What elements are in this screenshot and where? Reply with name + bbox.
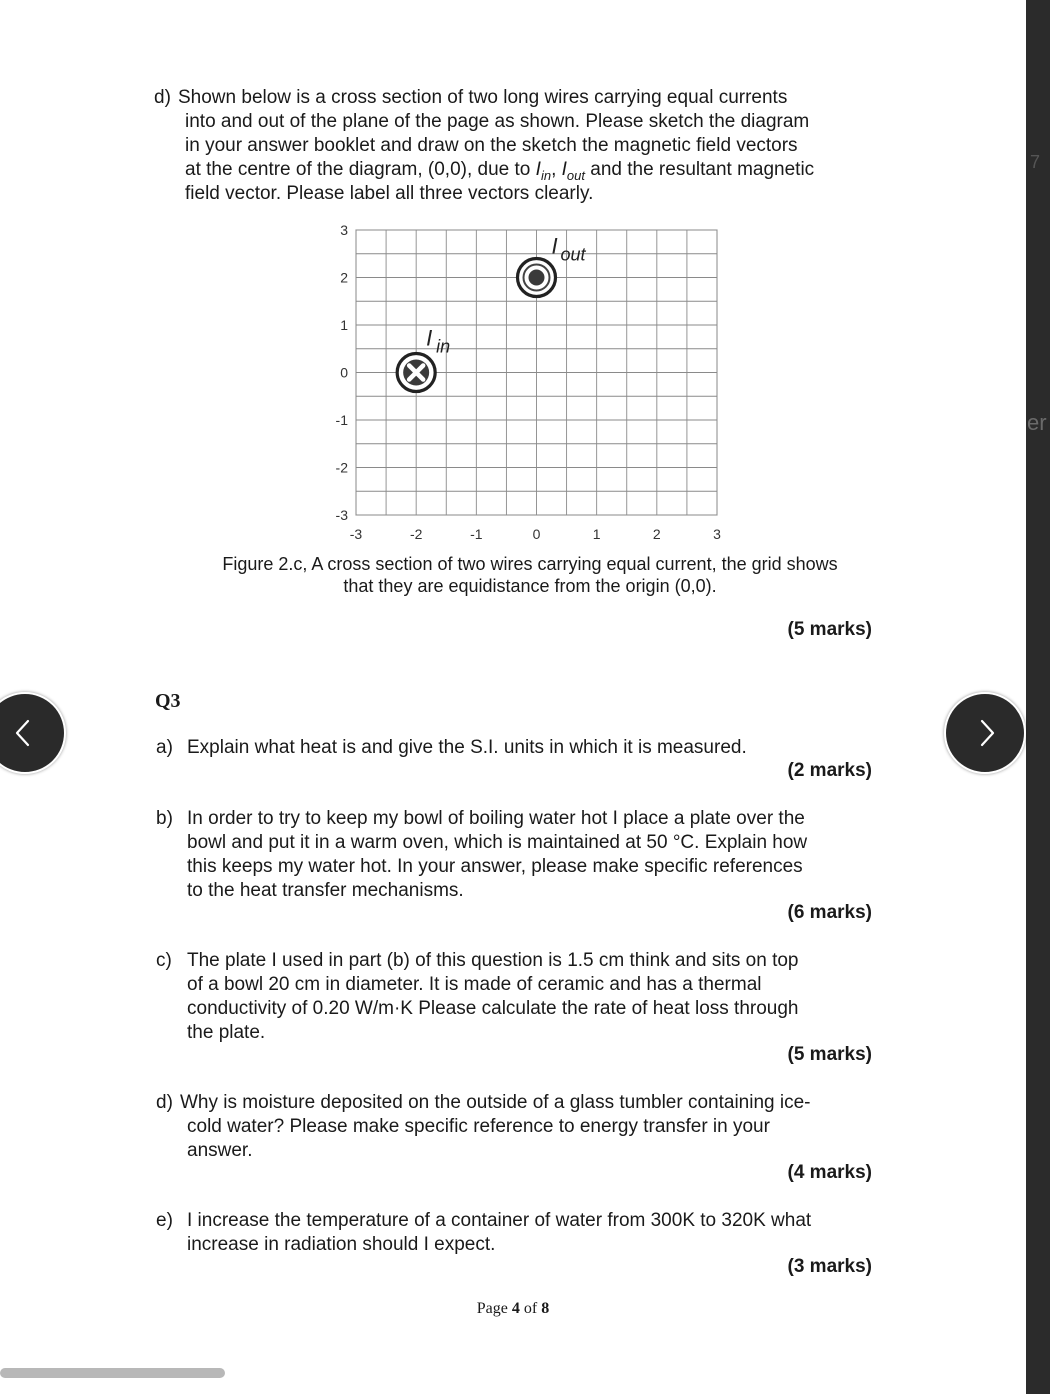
y-tick-label: 0	[340, 364, 348, 381]
y-tick-label: 3	[340, 222, 348, 238]
q3-a-marks: (2 marks)	[787, 760, 872, 781]
q3-c-line-4: the plate.	[187, 1022, 266, 1043]
part-d-line-5: field vector. Please label all three vectors clearly.	[185, 183, 594, 204]
q3-d-line-2: cold water? Please make specific reference to energy transfer in your	[187, 1116, 770, 1137]
wire-in-label-sub: in	[436, 336, 451, 357]
y-tick-label: -2	[335, 459, 348, 476]
caption-line-2: that they are equidistance from the origin (0,0).	[343, 576, 717, 596]
q3-d-line-1: Why is moisture deposited on the outside of a glass tumbler containing ice-	[180, 1092, 811, 1113]
right-edge-strip	[1026, 0, 1050, 1394]
q3-e-label: e)	[156, 1210, 173, 1231]
part-d-line-3: in your answer booklet and draw on the sketch the magnetic field vectors	[185, 135, 798, 156]
x-tick-label: -2	[409, 526, 423, 542]
part-d-line-2: into and out of the plane of the page as shown. Please sketch the diagram	[185, 111, 810, 132]
q3-c-label: c)	[156, 950, 172, 971]
chevron-left-icon	[0, 694, 64, 772]
q3-c-line-3: conductivity of 0.20 W/m·K Please calculate the rate of heat loss through	[187, 998, 799, 1019]
q3-b-label: b)	[156, 808, 173, 829]
symbol-i-in: $I_{in}$	[535, 159, 552, 183]
q3-b-line-3: this keeps my water hot. In your answer, please make specific references	[187, 856, 803, 877]
y-tick-label: 1	[340, 317, 348, 333]
caption-line-1: Figure 2.c, A cross section of two wires carrying equal current, the grid shows	[222, 554, 838, 574]
horizontal-scrollbar[interactable]	[0, 1368, 225, 1378]
wire-out-label: I	[551, 233, 558, 259]
part-d-marks: (5 marks)	[787, 619, 872, 640]
q3-e-marks: (3 marks)	[787, 1256, 872, 1277]
y-tick-label: -1	[335, 412, 348, 428]
part-d-line-4-pre: at the centre of the diagram, (0,0), due to	[185, 159, 536, 180]
strip-text: er	[1027, 410, 1047, 435]
wire-in-label: I	[426, 325, 433, 351]
q3-b-marks: (6 marks)	[787, 902, 872, 923]
q3-e-line-2: increase in radiation should I expect.	[187, 1234, 496, 1255]
wire-out-label-sub: out	[560, 244, 586, 265]
q3-a-label: a)	[156, 737, 173, 758]
y-tick-label: -3	[335, 507, 348, 523]
x-tick-label: -1	[470, 526, 483, 542]
q3-c-line-2: of a bowl 20 cm in diameter. It is made of ceramic and has a thermal	[187, 974, 762, 995]
q3-b-line-2: bowl and put it in a warm oven, which is maintained at 50 °C. Explain how	[187, 832, 808, 853]
q3-d-line-3: answer.	[187, 1140, 253, 1161]
part-d-line-4-post: and the resultant magnetic	[584, 159, 815, 180]
strip-mark: 7	[1030, 152, 1041, 172]
page-footer: Page 4 of 8	[476, 1300, 550, 1317]
part-d-line-4: at the centre of the diagram, (0,0), due to $I_{in}$, $I_{out}$ and the resultant magnetic	[185, 159, 815, 183]
q3-b-line-4: to the heat transfer mechanisms.	[187, 880, 464, 901]
x-tick-label: 1	[592, 526, 601, 542]
next-page-button[interactable]	[944, 692, 1026, 774]
symbol-i-out: $I_{out}$	[561, 159, 585, 183]
q3-d-marks: (4 marks)	[787, 1162, 872, 1183]
x-tick-label: 3	[713, 526, 721, 542]
q3-d-label: d)	[156, 1092, 173, 1113]
figure-2c-chart	[320, 218, 740, 548]
q3-c-marks: (5 marks)	[787, 1044, 872, 1065]
dot-icon	[529, 270, 545, 286]
q3-b-line-1: In order to try to keep my bowl of boiling water hot I place a plate over the	[187, 808, 805, 829]
previous-page-button[interactable]	[0, 692, 66, 774]
x-tick-label: 2	[652, 526, 661, 542]
q3-e-line-1: I increase the temperature of a container of water from 300K to 320K what	[187, 1210, 812, 1231]
x-tick-label: 0	[532, 526, 541, 542]
chevron-right-icon	[946, 694, 1024, 772]
q3-c-line-1: The plate I used in part (b) of this question is 1.5 cm think and sits on top	[187, 950, 799, 971]
part-d-label: d)	[154, 87, 171, 108]
part-d-line-1: Shown below is a cross section of two long wires carrying equal currents	[178, 87, 788, 108]
q3-a-line-1: Explain what heat is and give the S.I. units in which it is measured.	[187, 737, 747, 758]
figure-caption	[180, 553, 880, 597]
y-tick-label: 2	[340, 269, 348, 286]
x-tick-label: -3	[349, 526, 363, 542]
q3-heading: Q3	[155, 690, 181, 712]
